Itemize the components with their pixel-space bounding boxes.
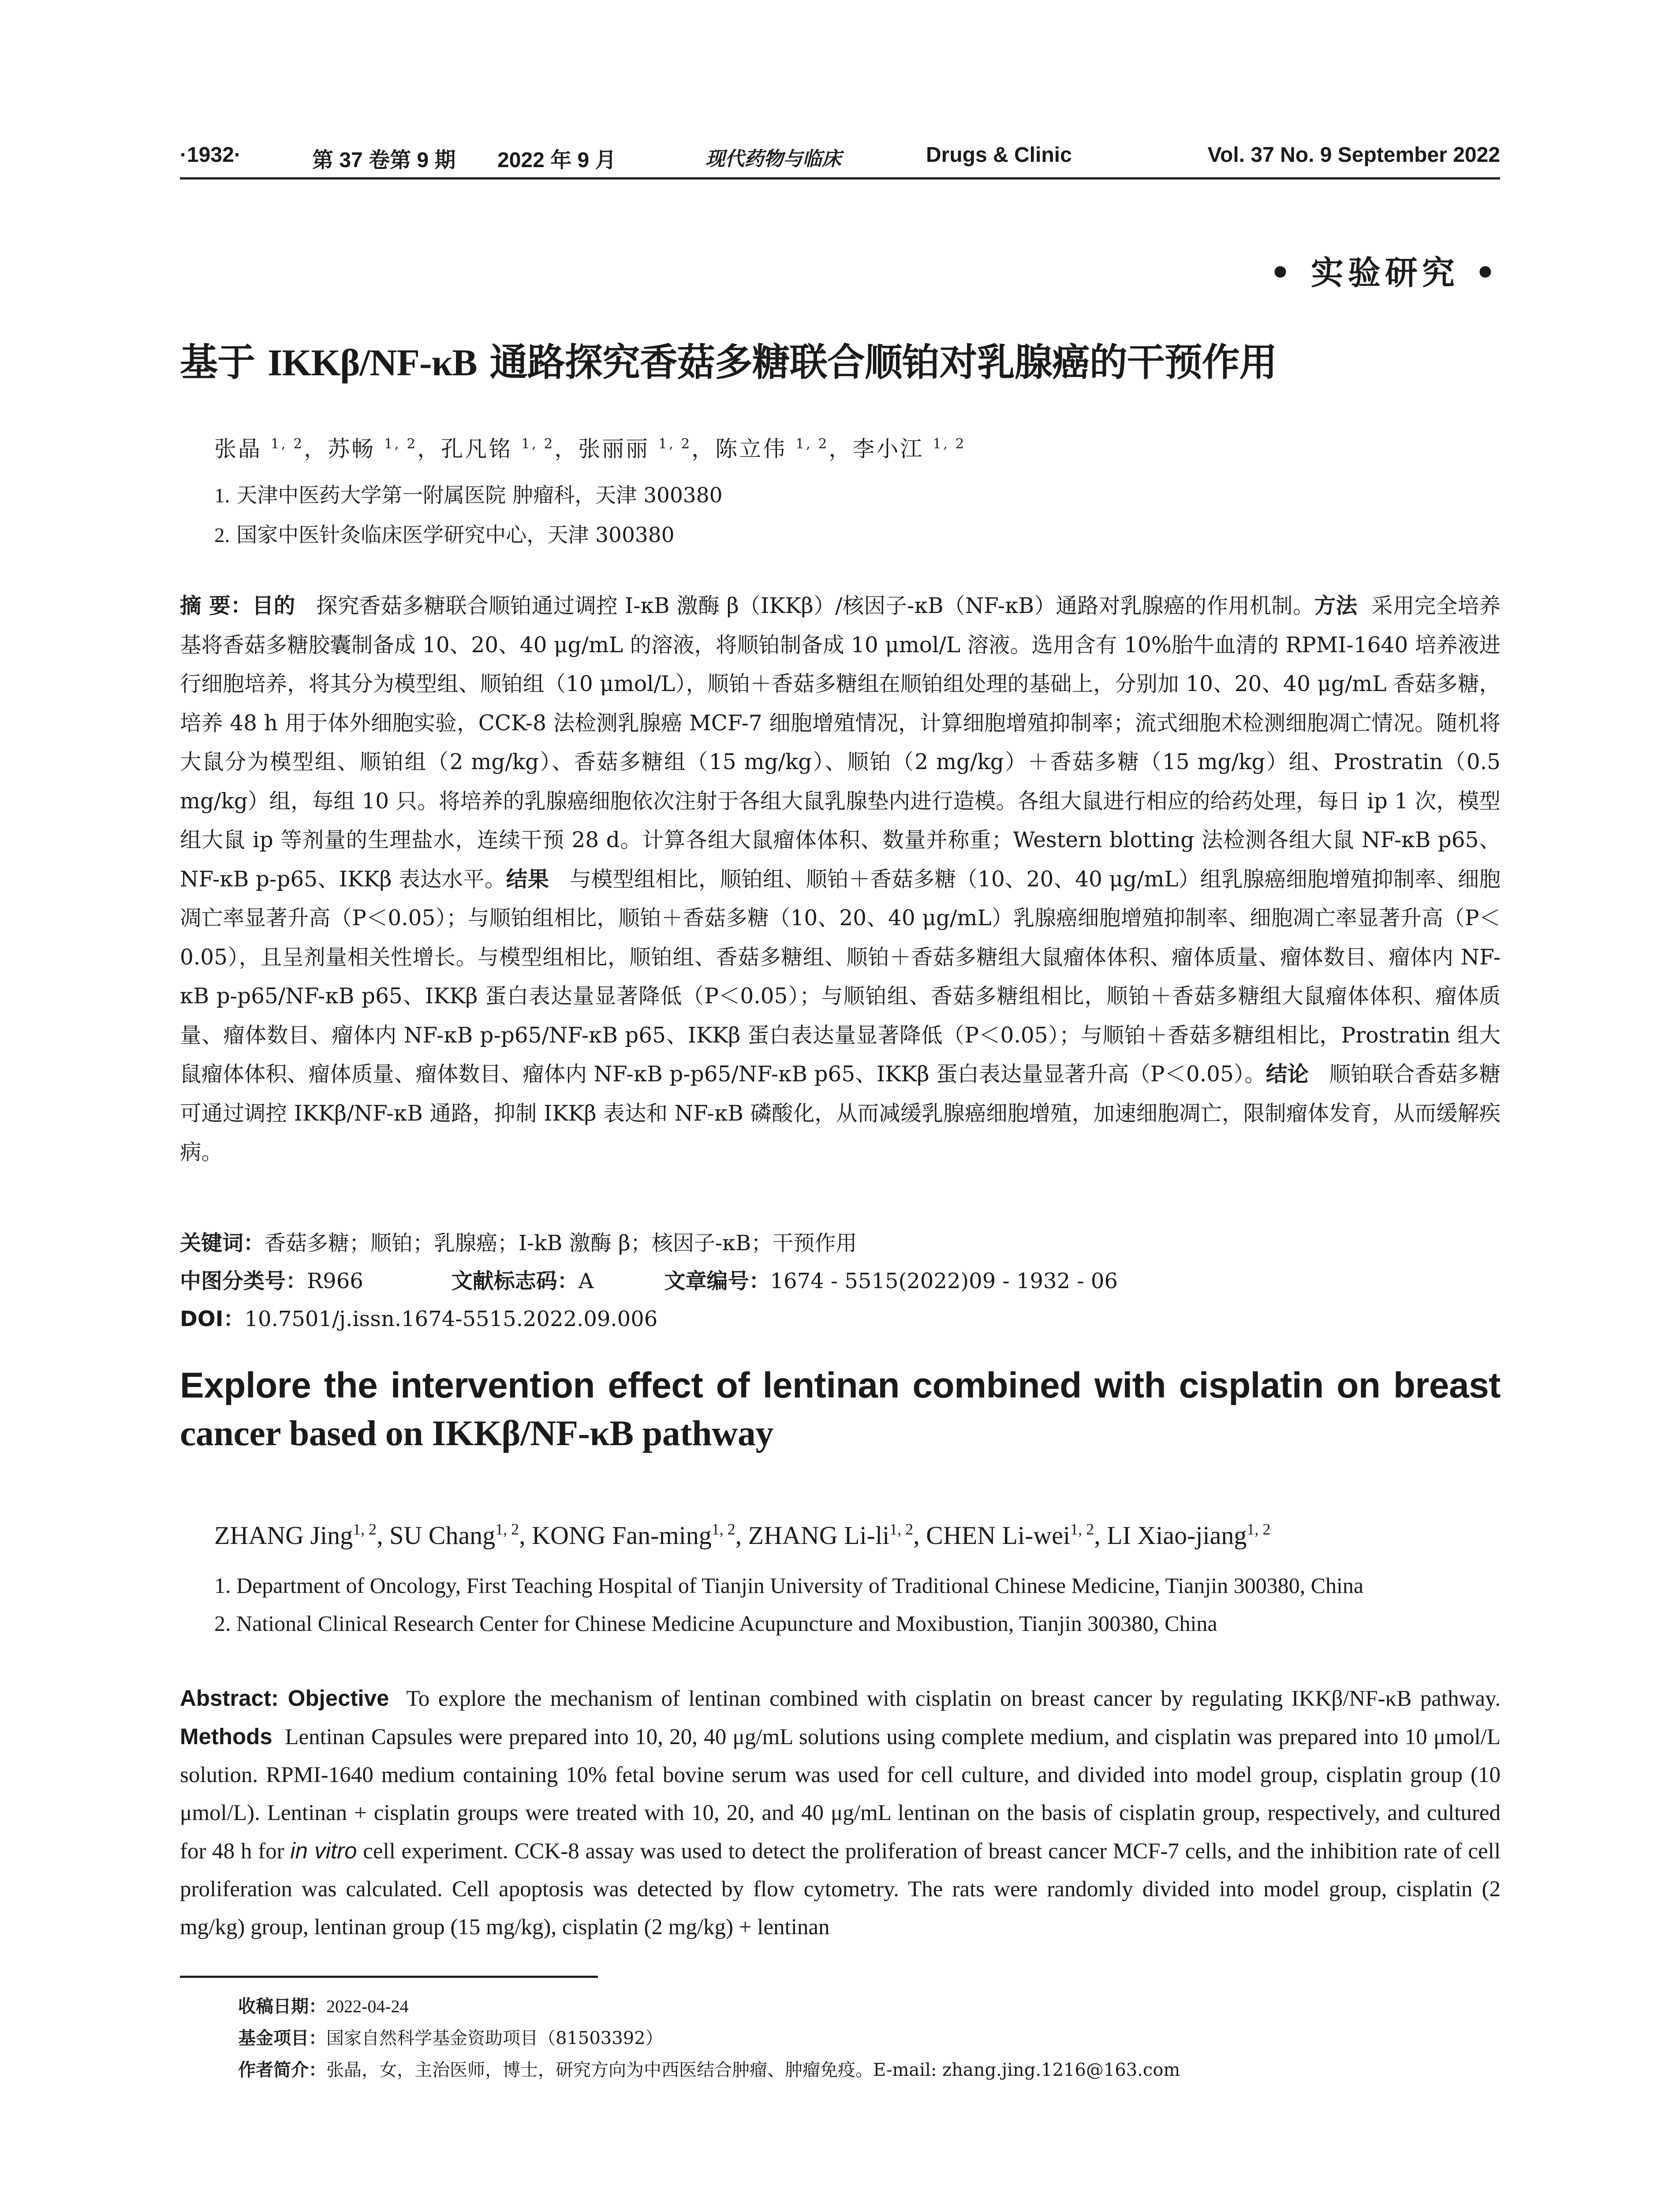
author-separator: , bbox=[519, 1521, 532, 1550]
methods-text-en-a: Lentinan Capsules were prepared into 10, 20, 40 μg/mL solutions using complete medium, and cisplatin was prepared into 10 μmol/L solution. RPMI-1640 medium containing 10% fetal bovine serum was used for cell culture, and divided into model group, cisplatin group (10 μmol/L). Lentinan + cisplatin groups were treated with 10, 20, and 40 μg/mL lentinan on the basis of cisplatin group, respectively, and cultured for 48 h for bbox=[180, 1725, 1501, 1864]
objective-text-cn: 探究香菇多糖联合顺铂通过调控 I-κB 激酶 β（IKKβ）/核因子-κB（NF-κB）通路对乳腺癌的作用机制。 bbox=[316, 594, 1314, 618]
author-entry bbox=[214, 436, 328, 462]
doc-code-value: A bbox=[578, 1269, 594, 1293]
author-entry bbox=[748, 1521, 926, 1550]
author-list-en bbox=[214, 1521, 1270, 1550]
affiliation-text: 天津中医药大学第一附属医院 肿瘤科，天津 300380 bbox=[236, 483, 723, 508]
footnote-fund bbox=[238, 2024, 663, 2049]
author-affiliation-marker: 1, 2 bbox=[384, 436, 418, 452]
affiliation-number: 2. bbox=[214, 524, 230, 547]
author-name: SU Chang bbox=[389, 1521, 496, 1550]
author-separator: ， bbox=[829, 436, 853, 462]
author-separator: ， bbox=[691, 436, 716, 462]
author-name: ZHANG Jing bbox=[214, 1521, 353, 1550]
author-separator: , bbox=[913, 1521, 926, 1550]
footnote-author bbox=[238, 2056, 1180, 2081]
author-separator: ， bbox=[554, 436, 579, 462]
author-name: 孔凡铭 bbox=[441, 436, 513, 462]
abstract-objective-label-en: Abstract: Objective bbox=[180, 1686, 389, 1711]
author-affiliation-marker: 1, 2 bbox=[1247, 1520, 1271, 1538]
affiliation-number: 1. bbox=[214, 484, 230, 507]
title-en-line-2: cancer based on IKKβ/NF-κB pathway bbox=[180, 1413, 773, 1453]
author-entry bbox=[715, 436, 852, 462]
author-separator: , bbox=[1094, 1521, 1107, 1550]
author-name: LI Xiao-jiang bbox=[1107, 1521, 1247, 1550]
objective-text-en: To explore the mechanism of lentinan combined with cisplatin on breast cancer by regulating IKKβ/NF-κB pathway. bbox=[406, 1686, 1501, 1711]
author-affiliation-marker: 1, 2 bbox=[933, 436, 966, 452]
author-name: 张晶 bbox=[214, 436, 262, 462]
results-label-cn: 结果 bbox=[506, 867, 549, 892]
methods-text-en-b: cell experiment. CCK-8 assay was used to detect the proliferation of breast cancer MCF-7 cells, and the inhibition rate of cell proliferation was calculated. Cell apoptosis was detected by flow cytometry. The rats were randomly divided into model group, cisplatin (2 mg/kg) group, lentinan group (15 mg/kg), cisplatin (2 mg/kg) + lentinan bbox=[180, 1839, 1501, 1940]
affiliation-text: 国家中医针灸临床医学研究中心，天津 300380 bbox=[236, 523, 675, 547]
conclusion-label-cn: 结论 bbox=[1266, 1062, 1309, 1087]
title-cn-pathway: IKKβ/NF-κB bbox=[267, 341, 477, 384]
author-affiliation-marker: 1, 2 bbox=[270, 436, 304, 452]
methods-label-en: Methods bbox=[180, 1724, 273, 1749]
running-header bbox=[180, 140, 1500, 176]
author-name: 苏畅 bbox=[328, 436, 376, 462]
author-entry bbox=[214, 1521, 389, 1550]
volume-issue-cn: 第 37 卷第 9 期 bbox=[312, 149, 456, 172]
doi-value: 10.7501/j.issn.1674-5515.2022.09.006 bbox=[244, 1307, 658, 1331]
affiliation-cn-2 bbox=[214, 519, 675, 548]
author-affiliation-marker: 1, 2 bbox=[495, 1520, 519, 1538]
title-cn-suffix: 通路探究香菇多糖联合顺铂对乳腺癌的干预作用 bbox=[477, 340, 1277, 385]
author-separator: ， bbox=[417, 436, 441, 462]
author-entry bbox=[328, 436, 441, 462]
date-cn: 2022 年 9 月 bbox=[497, 149, 616, 172]
author-affiliation-marker: 1, 2 bbox=[889, 1520, 914, 1538]
author-name: CHEN Li-wei bbox=[926, 1521, 1071, 1550]
author-affiliation-marker: 1, 2 bbox=[1070, 1520, 1094, 1538]
footnote-rule bbox=[180, 1976, 598, 1978]
in-vitro-term: in vitro bbox=[290, 1838, 357, 1863]
author-list-cn bbox=[214, 431, 966, 463]
author-bio-text: 张晶，女，主治医师，博士，研究方向为中西医结合肿瘤、肿瘤免疫。E-mail: zhang.jing.1216@163.com bbox=[326, 2060, 1180, 2080]
header-rule bbox=[180, 177, 1500, 179]
author-separator: ， bbox=[304, 436, 328, 462]
journal-name-cn: 现代药物与临床 bbox=[706, 148, 841, 170]
author-name: KONG Fan-ming bbox=[532, 1521, 712, 1550]
article-number-value: 1674 - 5515(2022)09 - 1932 - 06 bbox=[770, 1269, 1118, 1293]
keywords-text: 香菇多糖；顺铂；乳腺癌；I-kB 激酶 β；核因子-κB；干预作用 bbox=[265, 1231, 857, 1256]
author-entry bbox=[441, 436, 578, 462]
clc-value: R966 bbox=[307, 1269, 363, 1293]
objective-label-cn: 目的 bbox=[252, 594, 295, 618]
author-name: 陈立伟 bbox=[715, 436, 787, 462]
author-affiliation-marker: 1, 2 bbox=[711, 1520, 735, 1538]
article-title-cn bbox=[180, 332, 1277, 386]
fund-label: 基金项目： bbox=[238, 2028, 326, 2048]
author-entry bbox=[852, 436, 966, 462]
author-entry bbox=[578, 436, 715, 462]
author-affiliation-marker: 1, 2 bbox=[795, 436, 829, 452]
author-affiliation-marker: 1, 2 bbox=[353, 1520, 377, 1538]
doi-line bbox=[180, 1302, 657, 1332]
article-number-label: 文章编号： bbox=[664, 1269, 770, 1293]
page-number: ·1932· bbox=[180, 143, 241, 167]
author-bio-label: 作者简介： bbox=[238, 2060, 326, 2080]
received-date: 2022-04-24 bbox=[326, 1996, 409, 2016]
section-tag: • 实验研究 • bbox=[1269, 254, 1500, 292]
clc-label: 中图分类号： bbox=[180, 1269, 307, 1293]
abstract-en bbox=[180, 1679, 1501, 1946]
author-entry bbox=[532, 1521, 748, 1550]
article-title-en bbox=[180, 1362, 1501, 1457]
abstract-label-cn: 摘 要： bbox=[180, 594, 252, 618]
author-separator: , bbox=[377, 1521, 390, 1550]
methods-label-cn: 方法 bbox=[1314, 594, 1358, 618]
title-en-line-1: Explore the intervention effect of lentinan combined with cisplatin on breast bbox=[180, 1365, 1501, 1405]
abstract-cn bbox=[180, 587, 1501, 1172]
author-separator: , bbox=[735, 1521, 748, 1550]
author-name: ZHANG Li-li bbox=[748, 1521, 890, 1550]
author-entry bbox=[1107, 1521, 1270, 1550]
volume-issue-en: Vol. 37 No. 9 September 2022 bbox=[1207, 143, 1500, 167]
received-label: 收稿日期： bbox=[238, 1996, 326, 2017]
author-name: 李小江 bbox=[852, 436, 924, 462]
conclusion-text-cn: 顺铂联合香菇多糖可通过调控 IKKβ/NF-κB 通路，抑制 IKKβ 表达和 NF-κB 磷酸化，从而减缓乳腺癌细胞增殖，加速细胞凋亡，限制瘤体发育，从而缓解疾病。 bbox=[180, 1062, 1501, 1165]
fund-text: 国家自然科学基金资助项目（81503392） bbox=[326, 2028, 663, 2048]
methods-text-cn: 采用完全培养基将香菇多糖胶囊制备成 10、20、40 μg/mL 的溶液，将顺铂制备成 10 μmol/L 溶液。选用含有 10%胎牛血清的 RPMI-1640 培养液进行细胞培养，将其分为模型组、顺铂组（10 μmol/L），顺铂＋香菇多糖组在顺铂组处理的基础上，分别加 10、20、40 μg/mL 香菇多糖，培养 48 h 用于体外细胞实验，CCK-8 法检测乳腺癌 MCF-7 细胞增殖情况，计算细胞增殖抑制率；流式细胞术检测细胞凋亡情况。随机将大鼠分为模型组、顺铂组（2 mg/kg）、香菇多糖组（15 mg/kg）、顺铂（2 mg/kg）＋香菇多糖（15 mg/kg）组、Prostratin（0.5 mg/kg）组，每组 10 只。将培养的乳腺癌细胞依次注射于各组大鼠乳腺垫内进行造模。各组大鼠进行相应的给药处理，每日 ip 1 次，模型组大鼠 ip 等剂量的生理盐水，连续干预 28 d。计算各组大鼠瘤体体积、数量并称重；Western blotting 法检测各组大鼠 NF-κB p65、NF-κB p-p65、IKKβ 表达水平。 bbox=[180, 594, 1501, 892]
classification-line bbox=[180, 1264, 1118, 1294]
affiliation-cn-1 bbox=[214, 479, 723, 508]
keywords-cn bbox=[180, 1226, 857, 1256]
journal-name-en: Drugs & Clinic bbox=[926, 143, 1072, 167]
title-cn-prefix: 基于 bbox=[180, 340, 268, 385]
author-name: 张丽丽 bbox=[578, 436, 650, 462]
doi-label: DOI： bbox=[180, 1307, 245, 1331]
author-affiliation-marker: 1, 2 bbox=[521, 436, 555, 452]
results-text-cn: 与模型组相比，顺铂组、顺铂＋香菇多糖（10、20、40 μg/mL）组乳腺癌细胞增殖抑制率、细胞凋亡率显著升高（P＜0.05）；与顺铂组相比，顺铂＋香菇多糖（10、20、40 μg/mL）乳腺癌细胞增殖抑制率、细胞凋亡率显著升高（P＜0.05），且呈剂量相关性增长。与模型组相比，顺铂组、香菇多糖组、顺铂＋香菇多糖组大鼠瘤体体积、瘤体质量、瘤体数目、瘤体内 NF-κB p-p65/NF-κB p65、IKKβ 蛋白表达量显著降低（P＜0.05）；与顺铂组、香菇多糖组相比，顺铂＋香菇多糖组大鼠瘤体体积、瘤体质量、瘤体数目、瘤体内 NF-κB p-p65/NF-κB p65、IKKβ 蛋白表达量显著降低（P＜0.05）；与顺铂＋香菇多糖组相比，Prostratin 组大鼠瘤体体积、瘤体质量、瘤体数目、瘤体内 NF-κB p-p65/NF-κB p65、IKKβ 蛋白表达量显著升高（P＜0.05）。 bbox=[180, 867, 1501, 1087]
keywords-label: 关键词： bbox=[180, 1231, 265, 1256]
footnote-received bbox=[238, 1992, 409, 2018]
affiliation-en-2: 2. National Clinical Research Center for Chinese Medicine Acupuncture and Moxibustion, Tianjin 300380, China bbox=[214, 1611, 1217, 1636]
affiliation-en-1: 1. Department of Oncology, First Teaching Hospital of Tianjin University of Traditional Chinese Medicine, Tianjin 300380, China bbox=[214, 1573, 1364, 1598]
author-affiliation-marker: 1, 2 bbox=[658, 436, 692, 452]
doc-code-label: 文献标志码： bbox=[451, 1269, 579, 1293]
author-entry bbox=[926, 1521, 1107, 1550]
author-entry bbox=[389, 1521, 532, 1550]
